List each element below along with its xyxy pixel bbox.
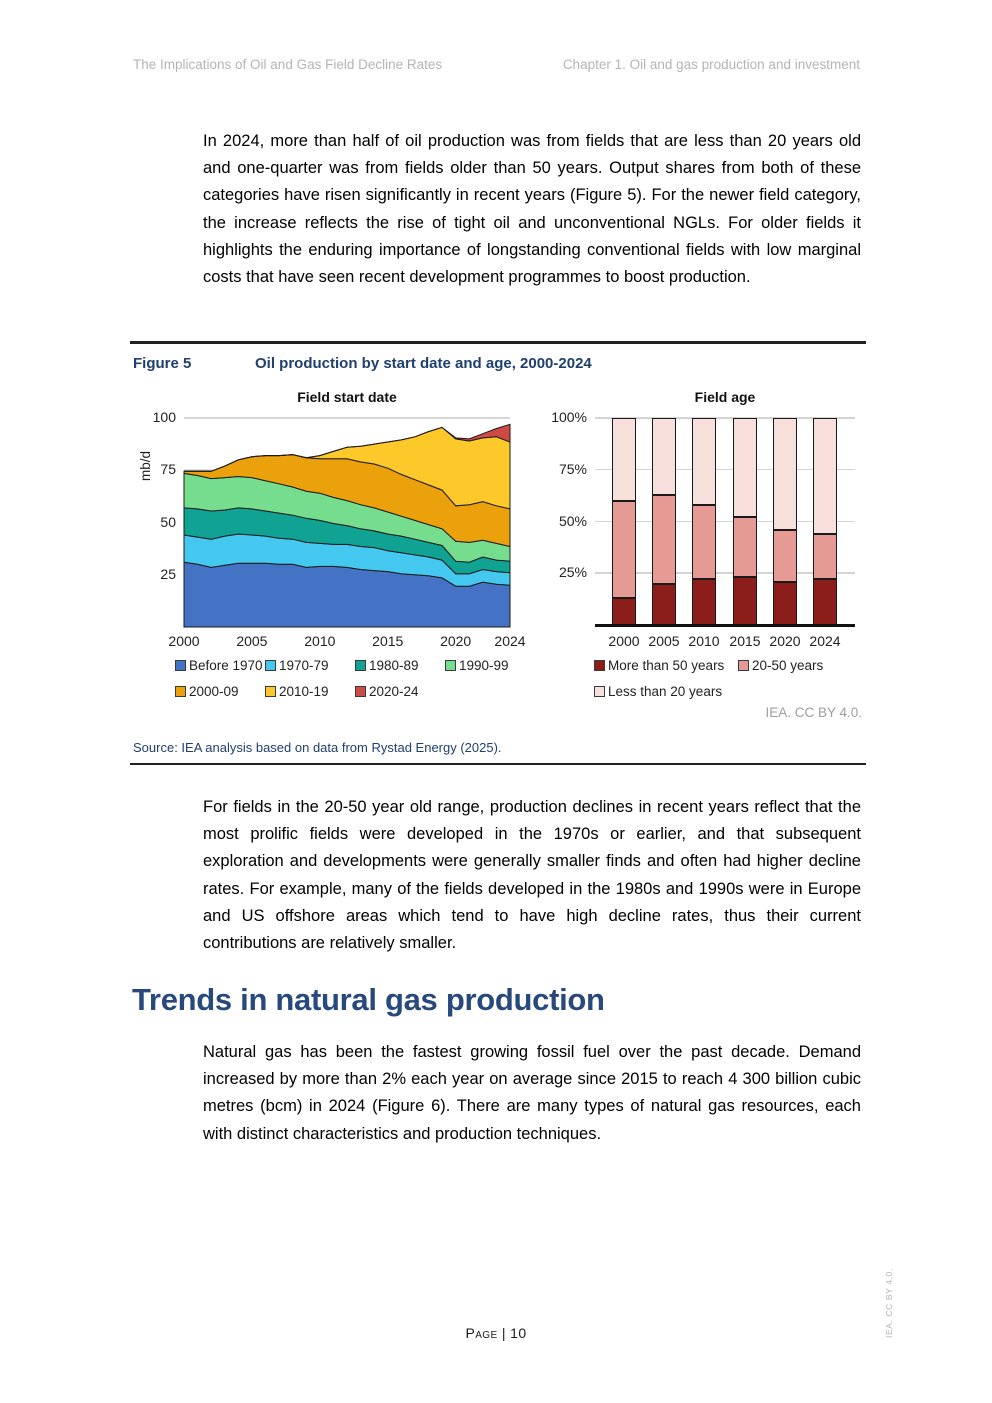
legend-label: 1970-79 <box>279 658 329 673</box>
figure-label: Figure 5 <box>133 355 192 372</box>
bar-segment-more-than-50-years <box>692 579 716 625</box>
x-axis-baseline <box>595 624 855 627</box>
y-tick-label: 50 <box>160 513 176 530</box>
bar-segment-less-than-20-years <box>612 418 636 501</box>
x-tick-label: 2010 <box>304 633 336 649</box>
figure-5-block <box>130 341 866 765</box>
bar-segment-more-than-50-years <box>733 577 757 625</box>
running-header-left: The Implications of Oil and Gas Field Decline Rates <box>133 57 443 72</box>
legend-item <box>175 658 263 673</box>
legend-label: Less than 20 years <box>608 684 723 699</box>
legend-label: 2010-19 <box>279 684 329 699</box>
legend-swatch <box>265 686 276 697</box>
page-footer: Page | 10 <box>465 1325 527 1341</box>
legend-item <box>355 658 419 673</box>
x-tick-label: 2000 <box>608 633 640 649</box>
paragraph-field-age: For fields in the 20-50 year old range, production declines in recent years reflect that the most prolific fields were developed in the 1970s or earlier, and that subsequent exploration and developments were generally smaller finds and often had higher decline rates. For example, many of the fields developed in the 1980s and 1990s were in Europe and US offshore areas which tend to have high decline rates, thus their current contributions are relatively smaller. <box>203 798 861 953</box>
legend-swatch <box>265 660 276 671</box>
x-tick-label: 2005 <box>236 633 268 649</box>
bar-segment-less-than-20-years <box>692 418 716 505</box>
x-tick-label: 2020 <box>440 633 472 649</box>
bar-segment-more-than-50-years <box>652 584 676 625</box>
side-attribution: IEA. CC BY 4.0. <box>884 1268 894 1338</box>
bar-segment-more-than-50-years <box>773 582 797 625</box>
x-tick-label: 2010 <box>688 633 720 649</box>
running-header <box>133 57 860 72</box>
bar-segment-20-50-years <box>773 530 797 582</box>
y-tick-label: 100% <box>551 409 587 425</box>
x-tick-label: 2024 <box>809 633 841 649</box>
legend-label: 2020-24 <box>369 684 419 699</box>
running-header-right: Chapter 1. Oil and gas production and investment <box>562 57 860 72</box>
legend-swatch <box>594 660 605 671</box>
x-tick-label: 2024 <box>494 633 526 649</box>
legend-item <box>265 684 329 699</box>
x-tick-label: 2015 <box>372 633 404 649</box>
chart-title: Field age <box>694 389 756 405</box>
field-start-date-plot <box>184 418 510 627</box>
y-tick-label: 25% <box>558 564 587 581</box>
bar-segment-20-50-years <box>733 517 757 577</box>
legend-swatch <box>175 686 186 697</box>
paragraph-natural-gas: Natural gas has been the fastest growing fossil fuel over the past decade. Demand increased by more than 2% each year on average since 2015 to reach 4 300 billion cubic metres (bcm) in 2024 (Figure 6). There are many types of natural gas resources, each with distinct characteristics and production techniques. <box>203 1043 861 1143</box>
y-tick-label: 25 <box>160 565 176 582</box>
legend-swatch <box>175 660 186 671</box>
y-axis-label: mb/d <box>138 451 153 482</box>
chart-title: Field start date <box>297 389 397 405</box>
bar-segment-less-than-20-years <box>733 418 757 517</box>
x-tick-label: 2000 <box>168 633 200 649</box>
legend-label: 20-50 years <box>752 658 824 673</box>
bar-segment-more-than-50-years <box>612 598 636 625</box>
legend-label: 1990-99 <box>459 658 509 673</box>
y-tick-label: 50% <box>558 512 587 529</box>
bar-segment-20-50-years <box>692 505 716 580</box>
legend-label: More than 50 years <box>608 658 725 673</box>
legend-swatch <box>594 686 605 697</box>
bar-segment-less-than-20-years <box>773 418 797 530</box>
legend-label: 1980-89 <box>369 658 419 673</box>
legend-item <box>175 684 239 699</box>
figure-title: Oil production by start date and age, 2000-2024 <box>255 355 592 372</box>
y-tick-label: 75% <box>558 460 587 477</box>
legend-swatch <box>445 660 456 671</box>
bar-segment-20-50-years <box>813 534 837 580</box>
x-tick-label: 2020 <box>769 633 801 649</box>
bar-segment-20-50-years <box>652 495 676 584</box>
legend-swatch <box>738 660 749 671</box>
y-tick-label: 75 <box>160 461 176 478</box>
bar-segment-20-50-years <box>612 501 636 598</box>
legend-item <box>738 658 823 673</box>
legend-swatch <box>355 686 366 697</box>
bar-segment-more-than-50-years <box>813 579 837 625</box>
x-tick-label: 2015 <box>729 633 761 649</box>
figure-charts-row <box>130 386 866 699</box>
figure-source: Source: IEA analysis based on data from Rystad Energy (2025). <box>133 740 502 755</box>
legend-item <box>445 658 509 673</box>
section-heading: Trends in natural gas production <box>132 982 605 1017</box>
legend-item <box>594 684 722 699</box>
legend-label: 2000-09 <box>189 684 239 699</box>
legend-label: Before 1970 <box>189 658 263 673</box>
bar-segment-less-than-20-years <box>652 418 676 495</box>
legend-swatch <box>355 660 366 671</box>
bar-segment-less-than-20-years <box>813 418 837 534</box>
x-tick-label: 2005 <box>648 633 680 649</box>
figure-attribution: IEA. CC BY 4.0. <box>765 705 862 720</box>
y-tick-label: 100 <box>152 409 176 425</box>
legend-item <box>265 658 329 673</box>
legend-item <box>355 684 419 699</box>
legend-item <box>594 658 724 673</box>
paragraph-oil-production: In 2024, more than half of oil production was from fields that are less than 20 years old and one-quarter was from fields older than 50 years. Output shares from both of these categories have risen significantly in recent years (Figure 5). For the newer field category, the increase reflects the rise of tight oil and unconventional NGLs. For older fields it highlights the enduring importance of longstanding conventional fields with low marginal costs that have seen recent development programmes to boost production. <box>203 132 861 287</box>
